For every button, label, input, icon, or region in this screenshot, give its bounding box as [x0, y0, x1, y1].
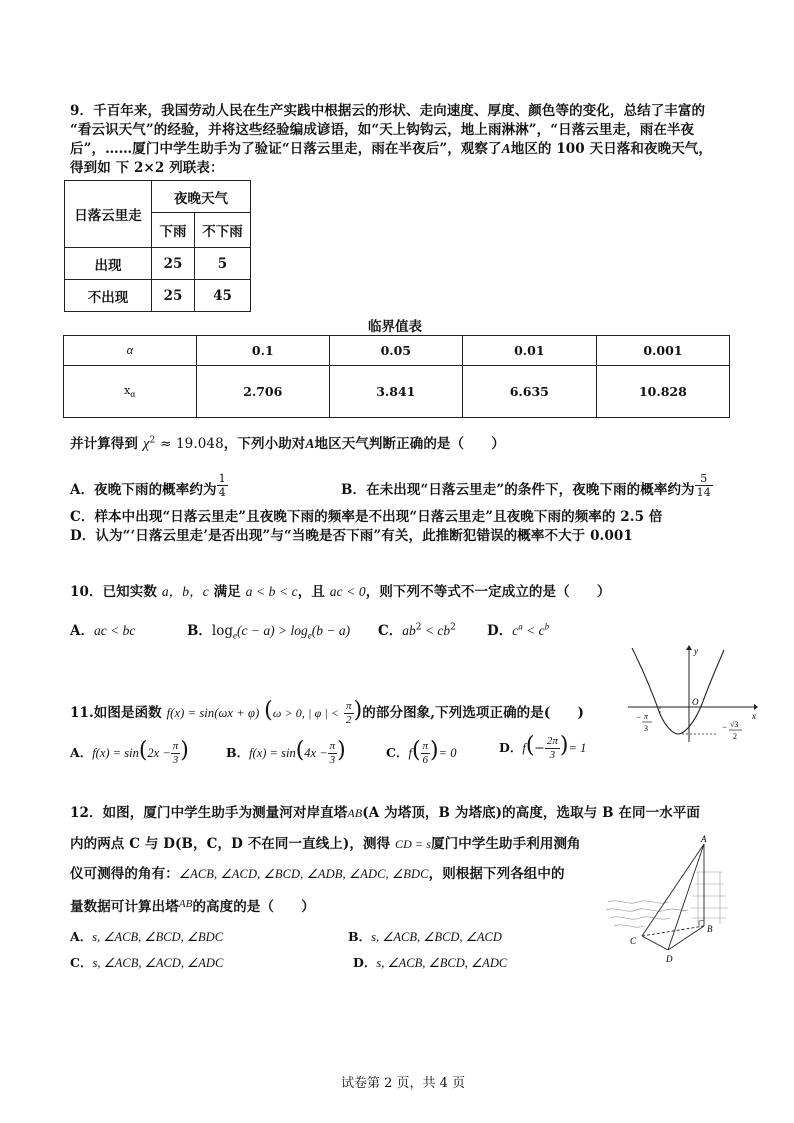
log-base: e	[233, 630, 238, 641]
option-text: B．在未出现“日落云里走”的条件下，夜晚下雨的概率约为	[341, 482, 695, 498]
q10-text-d: ，则下列不等式不一定成立的是（ ）	[365, 584, 611, 600]
option-label: D．	[487, 623, 513, 639]
right-paren: )	[180, 738, 189, 763]
option-label: A．	[70, 745, 93, 760]
segment-ad	[668, 844, 704, 950]
fraction-num: 5	[695, 472, 713, 486]
q9-line-2: “看云识天气”的经验，并将这些经验编成谚语，如“天上钩钩云，地上雨淋淋”，“日落云里走，雨在半夜	[70, 122, 695, 138]
fraction-den: 2	[345, 714, 352, 726]
q9-option-b	[341, 472, 713, 499]
contingency-table	[64, 180, 251, 312]
option-expr-b: = 0	[438, 746, 457, 760]
fraction-den: 3	[172, 754, 179, 766]
q11-option-a	[70, 740, 189, 767]
q10-text-c: ，且	[297, 584, 325, 600]
q10-condition-2: ac < 0	[329, 584, 366, 599]
option-label: D．	[353, 955, 377, 970]
q9-line-1: 9．千百年来，我国劳动人民在生产实践中根据云的形状、走向速度、厚度、颜色等的变化，总结了丰富的	[70, 103, 706, 119]
y-tick-den: 2	[733, 732, 737, 741]
q10-option-a	[70, 619, 135, 639]
chi-value: ≈ 19.048	[160, 436, 224, 452]
q11-option-b	[226, 740, 346, 767]
q10-option-c	[378, 619, 456, 639]
table-row	[65, 248, 251, 280]
q12-text: 量数据可计算出塔	[70, 899, 179, 915]
q9-option-a	[70, 472, 228, 499]
option-label: B．	[187, 623, 212, 639]
q12-text-b: 厦门中学生助手利用测角	[431, 836, 581, 852]
q11-text: 11.如图是函数	[70, 705, 162, 721]
point-d-label: D	[666, 954, 673, 964]
q11-function: f(x) = sin(ωx + φ)	[166, 706, 260, 720]
table-cell: 2.706	[196, 366, 329, 418]
fraction-num: π	[329, 740, 336, 752]
fraction-den: 3	[549, 749, 556, 761]
left-paren: (	[264, 698, 273, 723]
option-expr-b: < cb	[421, 623, 451, 638]
fraction-den: 14	[696, 486, 711, 499]
q12-ab: AB	[347, 806, 363, 820]
option-expr: f(x) = sin	[249, 746, 296, 760]
right-paren: )	[430, 738, 439, 763]
q12-text-b: ，则根据下列各组中的	[428, 866, 565, 882]
q12-line-4	[70, 895, 315, 915]
left-paren: (	[138, 738, 148, 763]
exponent: a	[518, 621, 523, 632]
option-expr: s, ∠ACB, ∠ACD, ∠ADC	[92, 956, 224, 970]
segment-cd	[642, 936, 668, 950]
table-cell: 0.001	[596, 336, 729, 366]
table-cell: 25	[152, 280, 195, 312]
segment-ac	[642, 844, 704, 936]
option-expr: f	[522, 741, 526, 755]
option-expr: ab	[402, 623, 416, 638]
fraction-num: π	[422, 740, 429, 752]
x-tick-den: 3	[644, 724, 648, 733]
x-tick-num: π	[644, 712, 649, 721]
right-paren: )	[337, 738, 346, 763]
y-tick-minus: −	[722, 722, 728, 732]
table-cell: 3.841	[329, 366, 462, 418]
q9-calc-text-b: ，下列小助对	[223, 436, 306, 452]
q12-text: 仪可测得的角有：	[70, 866, 179, 882]
table-row-label: 不出现	[65, 280, 152, 312]
fraction	[344, 700, 354, 727]
table-cell: 10.828	[596, 366, 729, 418]
log-base-2: e	[307, 630, 312, 641]
table-cell: 5	[195, 248, 251, 280]
fraction-den: 3	[329, 754, 336, 766]
point-a-label: A	[701, 834, 707, 844]
exponent-2: b	[544, 621, 550, 632]
option-label: C．	[378, 623, 403, 639]
q9-option-d: D．认为“‘日落云里走’是否出现”与“当晚是否下雨”有关，此推断犯错误的概率不大于 0.001	[70, 528, 633, 544]
option-expr: f(x) = sin	[92, 746, 139, 760]
river-waves	[606, 901, 688, 927]
pagoda-eaves	[690, 872, 728, 918]
option-expr-b: = 1	[568, 741, 587, 755]
wave	[610, 917, 670, 919]
table-cell: 6.635	[462, 366, 596, 418]
fraction-num: π	[172, 740, 179, 752]
table-cell: 0.05	[329, 336, 462, 366]
table-cell: 25	[152, 248, 195, 280]
chi-exponent: 2	[149, 435, 156, 446]
q9-line-3	[70, 137, 712, 157]
q12-ab: AB	[178, 898, 193, 910]
pagoda-sketch	[690, 872, 728, 924]
q10-option-b	[187, 619, 350, 641]
q9-calc-text-c: 地区天气判断正确的是（ ）	[314, 436, 505, 452]
table-cell: 0.01	[462, 336, 596, 366]
q10-vars: a，b，c	[161, 584, 209, 599]
q9-line-3-text: 后”，……厦门中学生助手为了验证“日落云里走，雨在半夜后”，观察了	[70, 141, 502, 157]
wave	[606, 909, 688, 911]
geometry-lines	[642, 844, 704, 950]
option-label: C．	[386, 745, 409, 760]
q12-line-2	[70, 832, 581, 852]
option-expr-b: (c − a) > log	[237, 623, 308, 638]
option-label: A．	[70, 623, 94, 639]
q12-option-c	[70, 953, 223, 971]
q10-text-b: 满足	[213, 584, 241, 600]
q11-stem	[70, 700, 584, 727]
x-alpha-label	[64, 366, 197, 418]
option-label: D．	[499, 740, 523, 755]
x-axis-arrow-icon	[754, 704, 758, 710]
fraction	[695, 472, 713, 499]
table-row	[65, 280, 251, 312]
chi-symbol: χ	[142, 436, 150, 452]
option-arg: 2x −	[147, 746, 171, 760]
point-b-label: B	[707, 924, 713, 934]
page-footer: 试卷第 2 页，共 4 页	[341, 1076, 466, 1091]
minus-sign: −	[534, 740, 545, 755]
q11-option-c	[386, 740, 456, 767]
segment-db	[668, 926, 704, 950]
q12-option-b	[348, 927, 502, 945]
wave	[614, 925, 644, 927]
origin-label: O	[692, 697, 699, 707]
table-col-header: 不下雨	[195, 213, 251, 248]
q12-angles: ∠ACB, ∠ACD, ∠BCD, ∠ADB, ∠ADC, ∠BDC	[178, 867, 429, 881]
right-paren: )	[353, 698, 363, 723]
option-expr-b: < c	[522, 623, 545, 638]
x-tick-minus: −	[636, 712, 642, 722]
q12-text: 内的两点 C 与 D(B，C，D 不在同一直线上)，测得	[70, 836, 391, 852]
fraction	[171, 740, 181, 767]
q9-chi-line	[70, 432, 505, 453]
alpha-label: α	[64, 336, 197, 366]
option-expr: f	[408, 746, 412, 760]
q10-option-d	[487, 619, 549, 639]
q10-condition-1: a < b < c	[245, 584, 298, 599]
left-paren: (	[525, 733, 535, 758]
option-label: C．	[70, 955, 93, 970]
sine-curve	[632, 648, 724, 734]
x-label: x	[124, 383, 131, 397]
fraction	[421, 740, 431, 767]
option-expr: s, ∠ACB, ∠BCD, ∠BDC	[92, 930, 224, 944]
option-label: B．	[348, 929, 372, 944]
fraction-num: π	[345, 700, 352, 712]
option-expr-c: (b − a)	[311, 623, 351, 638]
fraction	[217, 472, 228, 499]
critical-value-table	[63, 335, 730, 418]
alpha-subscript: α	[130, 390, 136, 400]
y-tick-num: √3	[730, 720, 739, 729]
q9-calc-var: A	[305, 436, 315, 451]
q10-text: 10．已知实数	[70, 584, 157, 600]
q12-text: 12．如图，厦门中学生助手为测量河对岸直塔	[70, 805, 348, 821]
pagoda-sides	[698, 872, 720, 924]
y-axis-arrow-icon	[686, 645, 692, 650]
q12-text-b: (A 为塔顶，B 为塔底)的高度，选取与 B 在同一水平面	[362, 805, 701, 821]
fraction-num: 1	[218, 472, 226, 485]
q10-stem	[70, 580, 611, 600]
fraction	[328, 740, 338, 767]
option-expr: log	[211, 623, 234, 639]
q12-option-d	[353, 953, 507, 971]
table-col-header: 下雨	[152, 213, 195, 248]
wave	[608, 901, 668, 903]
exponent-2: 2	[450, 622, 456, 633]
fraction-den: 4	[218, 486, 226, 499]
table-corner: 日落云里走	[65, 181, 152, 248]
option-expr: s, ∠ACB, ∠BCD, ∠ADC	[376, 956, 508, 970]
option-expr: s, ∠ACB, ∠BCD, ∠ACD	[371, 930, 502, 944]
y-axis-label: y	[694, 646, 698, 656]
fraction-num: 2π	[546, 735, 558, 747]
right-paren: )	[559, 733, 569, 758]
q9-var-a: A	[501, 141, 511, 156]
q9-calc-text: 并计算得到	[70, 436, 138, 452]
q11-option-d	[499, 735, 586, 762]
left-paren: (	[295, 738, 305, 763]
table-row-label: 出现	[65, 248, 152, 280]
q9-option-c: C．样本中出现“日落云里走”且夜晚下雨的频率是不出现“日落云里走”且夜晚下雨的频率的 2.5 倍	[70, 509, 663, 525]
option-label: B．	[226, 745, 250, 760]
q12-option-a	[70, 927, 223, 945]
q12-cd: CD = s	[395, 837, 432, 851]
sine-graph-figure	[624, 642, 760, 746]
q12-text-b: 的高度的是（ ）	[192, 899, 315, 915]
q9-line-3-text-b: 地区的 100 天日落和夜晚天气，	[510, 141, 712, 157]
fraction-den: 6	[422, 754, 429, 766]
option-arg: 4x −	[304, 746, 328, 760]
q11-text-b: 的部分图象,下列选项正确的是( )	[362, 705, 585, 721]
option-text: A．夜晚下雨的概率约为	[70, 482, 217, 498]
q11-condition: ω > 0, | φ | <	[272, 706, 340, 720]
fraction	[545, 735, 560, 762]
table-cell: 0.1	[196, 336, 329, 366]
option-label: A．	[70, 929, 93, 944]
critical-table-title: 临界值表	[368, 319, 422, 335]
tower-figure	[604, 832, 746, 968]
table-row	[64, 366, 730, 418]
left-paren: (	[411, 738, 421, 763]
q12-line-3	[70, 862, 565, 882]
q12-line-1	[70, 801, 700, 821]
table-cell: 45	[195, 280, 251, 312]
exponent: 2	[415, 622, 422, 633]
point-c-label: C	[630, 936, 637, 946]
q9-line-4: 得到如 下 2×2 列联表：	[70, 160, 224, 176]
option-expr: ac < bc	[93, 623, 136, 638]
option-expr: c	[512, 623, 519, 638]
table-group-header: 夜晚天气	[152, 181, 251, 213]
x-axis-label: x	[752, 711, 756, 721]
table-row	[64, 336, 730, 366]
